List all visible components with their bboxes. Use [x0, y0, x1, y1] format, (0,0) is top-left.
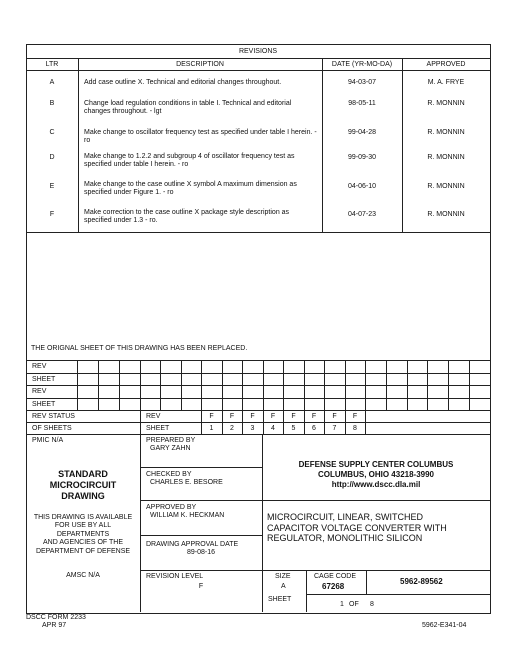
revision-description: Make change to oscillator frequency test as specified under table I herein. - ro [84, 129, 317, 144]
size-value: A [281, 583, 286, 590]
revision-date: 98-05-11 [348, 100, 376, 107]
rev-status-cell: F [311, 413, 317, 420]
title-line: REGULATOR, MONOLITHIC SILICON [267, 533, 423, 543]
approved-by-name: WILLIAM K. HECKMAN [150, 512, 225, 519]
org-name: DEFENSE SUPPLY CENTER COLUMBUS [298, 460, 454, 469]
availability-line: AND AGENCIES OF THE [43, 539, 123, 547]
approval-date-label: DRAWING APPROVAL DATE [146, 541, 239, 548]
revision-level: F [198, 583, 204, 590]
rev-status-label: REV STATUS [32, 413, 75, 420]
cage-code-value: 67268 [322, 582, 345, 591]
sheet-number-cell: 2 [230, 425, 234, 432]
revision-description: Add case outline X. Technical and editorial changes throughout. [84, 79, 282, 86]
revision-description: Make change to 1.2.2 and subgroup 4 of oscillator frequency test as specified under table I herein. - ro [84, 153, 295, 168]
revision-ltr: B [49, 100, 55, 107]
revision-description: Make correction to the case outline X package style description as specified under 1.3 - ro. [84, 209, 290, 224]
rev-status-cell: F [332, 413, 337, 420]
sheet-row-label: SHEET [32, 376, 56, 383]
revision-description: Make change to the case outline X symbol A maximum dimension as specified under Figure 1. - ro [84, 181, 297, 196]
revisions-header-approved: APPROVED [426, 61, 466, 68]
sheet-total: 8 [370, 601, 374, 608]
revisions-header-ltr: LTR [45, 61, 59, 68]
org-url: http://www.dscc.dla.mil [331, 480, 421, 489]
sheet-of: OF [349, 601, 359, 608]
drawing-title [267, 512, 489, 544]
rev-status-cell: F [291, 413, 296, 420]
sheet-label: SHEET [268, 596, 292, 603]
standard-microcircuit-drawing [26, 469, 140, 502]
std-line: MICROCIRCUIT [49, 480, 117, 490]
sheet-row-label-2: SHEET [32, 401, 56, 408]
availability-line: THIS DRAWING IS AVAILABLE [33, 514, 133, 521]
revision-date: 94-03-07 [347, 79, 377, 86]
revision-description: Change load regulation conditions in table I. Technical and editorial changes throughout. - lgt [84, 100, 292, 115]
checked-by-label: CHECKED BY [146, 471, 192, 478]
title-line: CAPACITOR VOLTAGE CONVERTER WITH [267, 522, 447, 533]
of-sheets-label: OF SHEETS [32, 425, 72, 432]
sheet-number-cell: 5 [291, 425, 296, 432]
org-address [262, 460, 490, 490]
pmic-label: PMIC N/A [32, 437, 64, 444]
sheet-number: 1 [340, 601, 344, 608]
revision-level-label: REVISION LEVEL [146, 573, 204, 580]
checked-by-name: CHARLES E. BESORE [150, 479, 223, 486]
revision-date: 99-04-28 [347, 129, 377, 136]
rev-row-label: REV [32, 363, 47, 370]
org-city: COLUMBUS, OHIO 43218-3990 [317, 470, 435, 479]
revision-ltr: A [49, 79, 55, 86]
size-label: SIZE [275, 573, 291, 580]
sheet-number-cell: 3 [250, 425, 255, 432]
sheet-number-cell: 6 [312, 425, 316, 432]
amsc-label: AMSC N/A [66, 572, 100, 579]
revisions-header-description: DESCRIPTION [176, 61, 224, 68]
revision-approved: R. MONNIN [427, 211, 465, 218]
form-date: APR 97 [42, 622, 67, 629]
drawing-number: 5962-89562 [400, 577, 443, 586]
approved-by-label: APPROVED BY [146, 504, 197, 511]
prepared-by-name: GARY ZAHN [150, 445, 191, 452]
availability-line: FOR USE BY ALL [54, 522, 112, 530]
rev-status-cell: F [270, 413, 276, 420]
replaced-note: THE ORIGNAL SHEET OF THIS DRAWING HAS BEEN REPLACED. [31, 345, 248, 352]
revision-approved: R. MONNIN [427, 154, 465, 161]
sheet-number-cell: 7 [332, 425, 337, 432]
form-number: DSCC FORM 2233 [26, 614, 86, 621]
revision-approved: R. MONNIN [427, 129, 465, 136]
rev-status-cell: F [352, 413, 358, 420]
sheet-number-cell: 1 [209, 425, 214, 432]
availability-line: DEPARTMENTS [56, 530, 110, 538]
revision-approved: M. A. FRYE [427, 79, 465, 86]
approval-date: 89-08-16 [186, 549, 216, 556]
sheet-number-cell: 4 [271, 425, 275, 432]
std-line: STANDARD [58, 469, 108, 479]
revision-date: 04-07-23 [347, 211, 377, 218]
revision-ltr: F [49, 211, 55, 218]
title-line: MICROCIRCUIT, LINEAR, SWITCHED [267, 512, 424, 522]
rev-row-label-2: REV [32, 388, 47, 395]
availability-note [26, 514, 140, 556]
revision-date: 99-09-30 [347, 154, 377, 161]
revision-ltr: D [49, 154, 55, 161]
revisions-header-date: DATE (YR-MO-DA) [331, 61, 393, 68]
revision-approved: R. MONNIN [427, 183, 465, 190]
revision-ltr: E [49, 183, 55, 190]
availability-line: DEPARTMENT OF DEFENSE [35, 547, 131, 555]
rev-status-sheet-label: SHEET [146, 425, 170, 432]
revision-approved: R. MONNIN [427, 100, 465, 107]
revision-date: 04-06-10 [347, 183, 377, 190]
std-line: DRAWING [61, 491, 105, 501]
rev-status-cell: F [209, 413, 214, 420]
prepared-by-label: PREPARED BY [146, 437, 196, 444]
sheet-number-cell: 8 [353, 425, 357, 432]
rev-status-cell: F [250, 413, 255, 420]
revisions-title: REVISIONS [238, 48, 278, 55]
cage-code-label: CAGE CODE [314, 573, 357, 580]
revision-ltr: C [49, 129, 55, 136]
document-code: 5962-E341-04 [422, 622, 467, 629]
rev-status-rev-label: REV [146, 413, 161, 420]
rev-status-cell: F [229, 413, 235, 420]
